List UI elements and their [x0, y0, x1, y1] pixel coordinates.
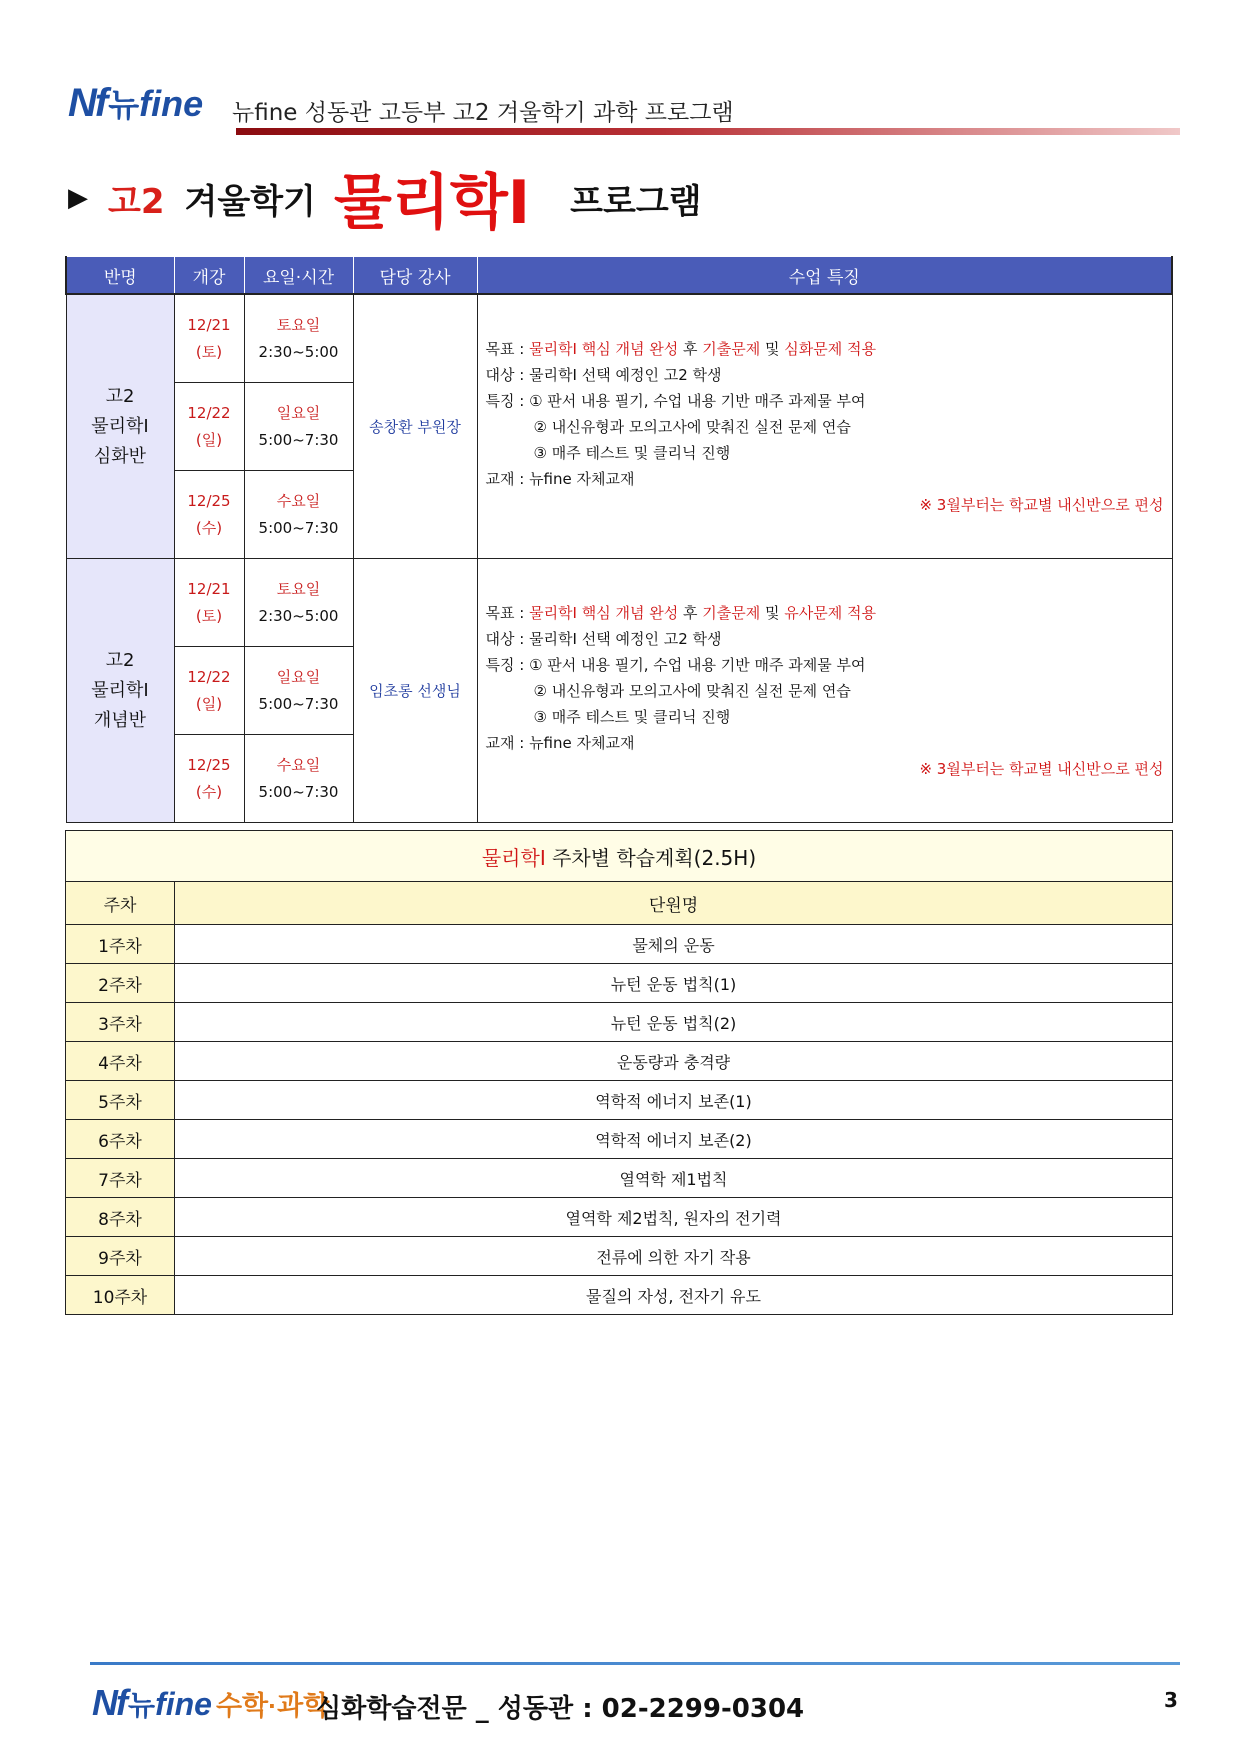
- features-cell: [477, 559, 1172, 823]
- table-row: [66, 1276, 1173, 1315]
- note-line: ※ 3월부터는 학교별 내신반으로 편성: [919, 759, 1164, 778]
- table-row: [66, 1237, 1173, 1276]
- week-label: 2주차: [66, 964, 175, 1003]
- col-class-name: 반명: [66, 257, 174, 295]
- table-row: [66, 559, 1172, 647]
- class-name-cell: 고2 물리학Ⅰ 개념반: [66, 559, 174, 823]
- program-table: [65, 256, 1173, 823]
- page-number: 3: [1164, 1688, 1178, 1712]
- goal-line: 목표 : 물리학Ⅰ 핵심 개념 완성 후 기출문제 및 유사문제 적용: [485, 603, 876, 622]
- header-divider: [236, 128, 1180, 135]
- brand-logo: [68, 80, 203, 126]
- day-time: 토요일 2:30~5:00: [244, 559, 353, 647]
- start-date: 12/21 (토): [174, 559, 244, 647]
- day-time: 수요일 5:00~7:30: [244, 735, 353, 823]
- textbook-line: 교재 : 뉴fine 자체교재: [485, 469, 635, 488]
- title-subject: 물리학Ⅰ: [333, 168, 531, 238]
- table-row: [66, 1159, 1173, 1198]
- week-label: 8주차: [66, 1198, 175, 1237]
- unit-name: 뉴턴 운동 법칙(2): [175, 1003, 1173, 1042]
- weekly-plan-caption: 물리학Ⅰ 주차별 학습계획(2.5H): [66, 831, 1173, 882]
- unit-name: 전류에 의한 자기 작용: [175, 1237, 1173, 1276]
- class-name-cell: 고2 물리학Ⅰ 심화반: [66, 294, 174, 559]
- unit-name: 역학적 에너지 보존(1): [175, 1081, 1173, 1120]
- title-grade: 고2: [108, 181, 165, 222]
- logo-mark: Nf: [68, 81, 107, 125]
- week-label: 4주차: [66, 1042, 175, 1081]
- triangle-marker-icon: ▶: [68, 183, 88, 213]
- table-row: [66, 1003, 1173, 1042]
- start-date: 12/22 (일): [174, 383, 244, 471]
- unit-name: 뉴턴 운동 법칙(1): [175, 964, 1173, 1003]
- week-label: 1주차: [66, 925, 175, 964]
- target-line: 대상 : 물리학Ⅰ 선택 예정인 고2 학생: [485, 629, 722, 648]
- feature-line: ② 내신유형과 모의고사에 맞춰진 실전 문제 연습: [533, 681, 851, 700]
- week-label: 6주차: [66, 1120, 175, 1159]
- header-title: 뉴fine 성동관 고등부 고2 겨울학기 과학 프로그램: [232, 100, 734, 126]
- footer-logo: Nf 뉴 fine 수학·과학: [92, 1682, 330, 1723]
- week-label: 10주차: [66, 1276, 175, 1315]
- day-time: 일요일 5:00~7:30: [244, 383, 353, 471]
- col-teacher: 담당 강사: [353, 257, 477, 295]
- day-time: 토요일 2:30~5:00: [244, 294, 353, 383]
- start-date: 12/25 (수): [174, 735, 244, 823]
- table-row: [66, 294, 1172, 383]
- table-row: [66, 1042, 1173, 1081]
- features-cell: [477, 294, 1172, 559]
- col-unit: 단원명: [175, 882, 1173, 925]
- col-week: 주차: [66, 882, 175, 925]
- feature-line: ② 내신유형과 모의고사에 맞춰진 실전 문제 연습: [533, 417, 851, 436]
- unit-name: 운동량과 충격량: [175, 1042, 1173, 1081]
- start-date: 12/21 (토): [174, 294, 244, 383]
- table-row: [66, 925, 1173, 964]
- logo-nyu: 뉴: [108, 87, 140, 123]
- unit-name: 열역학 제1법칙: [175, 1159, 1173, 1198]
- table-row: [66, 964, 1173, 1003]
- week-label: 7주차: [66, 1159, 175, 1198]
- teacher-cell: 송창환 부원장: [353, 294, 477, 559]
- textbook-line: 교재 : 뉴fine 자체교재: [485, 733, 635, 752]
- program-table-header: [66, 257, 1172, 295]
- col-start: 개강: [174, 257, 244, 295]
- week-label: 5주차: [66, 1081, 175, 1120]
- feature-line: 특징 : ① 판서 내용 필기, 수업 내용 기반 매주 과제물 부여: [485, 391, 866, 410]
- target-line: 대상 : 물리학Ⅰ 선택 예정인 고2 학생: [485, 365, 722, 384]
- weekly-plan-table: [65, 830, 1173, 1315]
- week-label: 3주차: [66, 1003, 175, 1042]
- week-label: 9주차: [66, 1237, 175, 1276]
- col-features: 수업 특징: [477, 257, 1172, 295]
- feature-line: 특징 : ① 판서 내용 필기, 수업 내용 기반 매주 과제물 부여: [485, 655, 866, 674]
- teacher-cell: 임초롱 선생님: [353, 559, 477, 823]
- table-row: [66, 1120, 1173, 1159]
- feature-line: ③ 매주 테스트 및 클리닉 진행: [533, 443, 731, 462]
- day-time: 수요일 5:00~7:30: [244, 471, 353, 559]
- title-program: 프로그램: [570, 181, 702, 222]
- col-day-time: 요일·시간: [244, 257, 353, 295]
- unit-name: 역학적 에너지 보존(2): [175, 1120, 1173, 1159]
- note-line: ※ 3월부터는 학교별 내신반으로 편성: [919, 495, 1164, 514]
- footer-contact: 심화학습전문 _ 성동관 : 02-2299-0304: [316, 1694, 805, 1724]
- unit-name: 물체의 운동: [175, 925, 1173, 964]
- page-title: [68, 168, 702, 238]
- logo-fine: fine: [139, 83, 204, 124]
- table-row: [66, 1081, 1173, 1120]
- title-term: 겨울학기: [184, 181, 316, 222]
- start-date: 12/22 (일): [174, 647, 244, 735]
- unit-name: 열역학 제2법칙, 원자의 전기력: [175, 1198, 1173, 1237]
- footer-divider: [90, 1662, 1180, 1665]
- unit-name: 물질의 자성, 전자기 유도: [175, 1276, 1173, 1315]
- day-time: 일요일 5:00~7:30: [244, 647, 353, 735]
- table-row: [66, 1198, 1173, 1237]
- goal-line: 목표 : 물리학Ⅰ 핵심 개념 완성 후 기출문제 및 심화문제 적용: [485, 339, 876, 358]
- start-date: 12/25 (수): [174, 471, 244, 559]
- feature-line: ③ 매주 테스트 및 클리닉 진행: [533, 707, 731, 726]
